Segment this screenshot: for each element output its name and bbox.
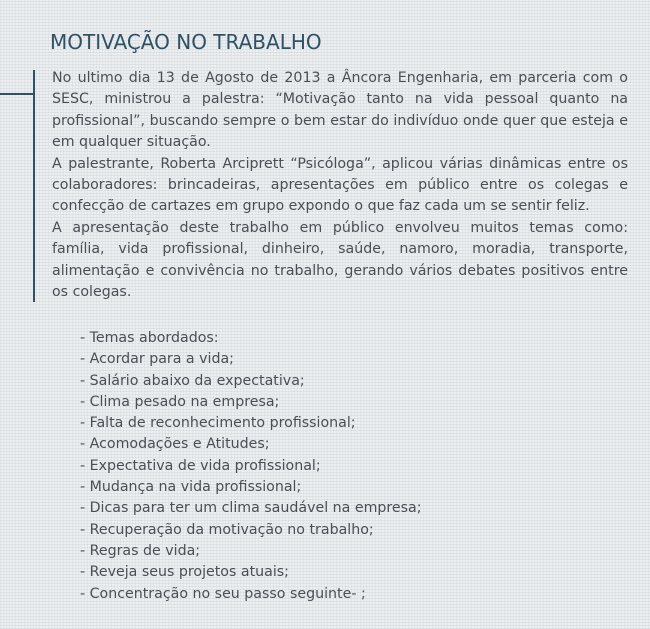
list-item: - Salário abaixo da expectativa; xyxy=(80,372,305,389)
article-paragraph: No ultimo dia 13 de Agosto de 2013 a Âncora Engenharia, em parceria com o SESC, ministrou a palestra: “Motivação tanto na vida pessoal quanto na profissional”, buscando sempre o bem estar do indivíduo onde quer que esteja e em qualquer situação. xyxy=(52,70,628,151)
topics-list xyxy=(80,328,422,605)
article-body xyxy=(52,68,628,303)
list-item: - Temas abordados: xyxy=(80,330,219,346)
list-item: - Mudança na vida profissional; xyxy=(80,479,302,496)
page-title: MOTIVAÇÃO NO TRABALHO xyxy=(50,30,322,54)
article-paragraph: A apresentação deste trabalho em público envolveu muitos temas como: família, vida profissional, dinheiro, saúde, namoro, moradia, transporte, alimentação e convivência no trabalho, gerando vários debates positivos entre os colegas. xyxy=(52,219,628,301)
accent-bar-horizontal xyxy=(0,93,34,95)
list-item: - Falta de reconhecimento profissional; xyxy=(80,415,356,432)
list-item: - Reveja seus projetos atuais; xyxy=(80,564,289,581)
list-item: - Clima pesado na empresa; xyxy=(80,393,280,410)
accent-bar-vertical xyxy=(33,70,35,302)
list-item: - Expectativa de vida profissional; xyxy=(80,457,321,474)
article-paragraph: A palestrante, Roberta Arciprett “Psicóloga”, aplicou várias dinâmicas entre os colaboradores: brincadeiras, apresentações em público entre os colegas e confecção de cartazes em grupo expondo o que faz cada um se sentir feliz. xyxy=(52,155,628,215)
list-item: - Acomodações e Atitudes; xyxy=(80,436,270,453)
list-item: - Regras de vida; xyxy=(80,542,201,559)
list-item: - Acordar para a vida; xyxy=(80,351,234,368)
list-item: - Recuperação da motivação no trabalho; xyxy=(80,521,374,538)
list-item: - Dicas para ter um clima saudável na empresa; xyxy=(80,500,422,517)
list-item: - Concentração no seu passo seguinte- ; xyxy=(80,585,366,602)
